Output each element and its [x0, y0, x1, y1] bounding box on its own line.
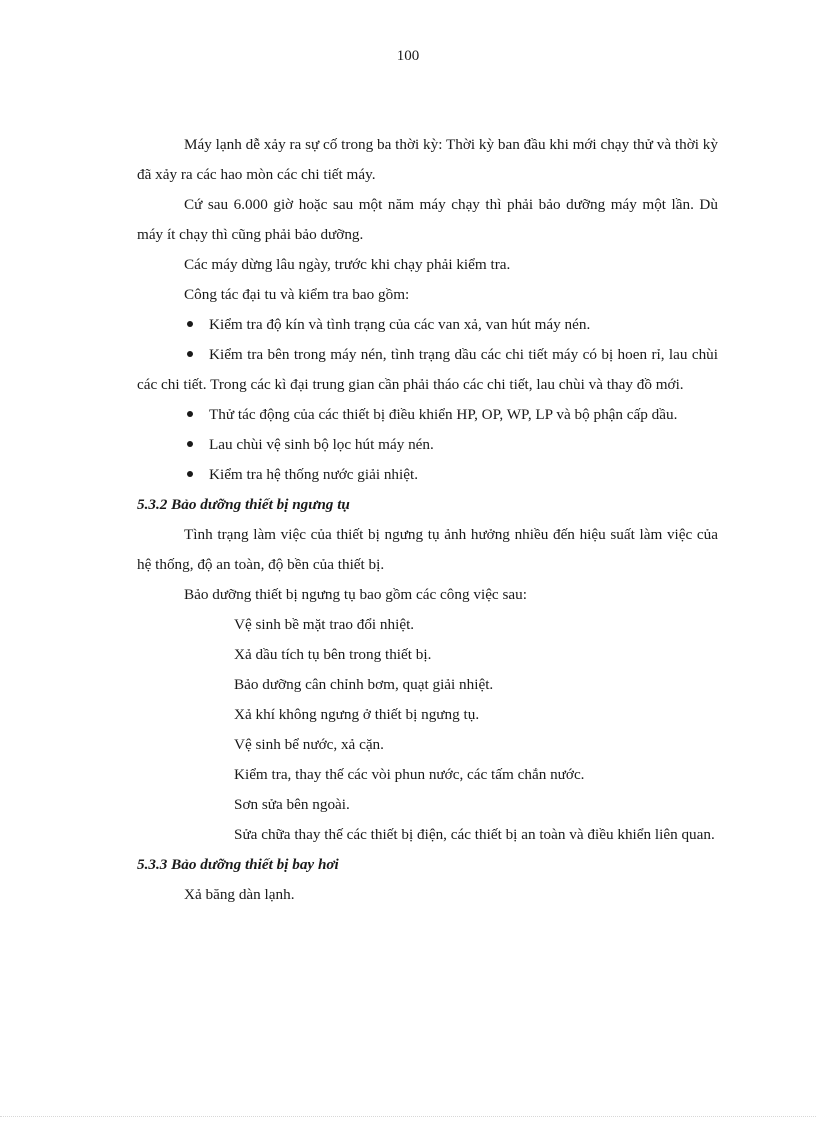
task-item: Sơn sửa bên ngoài.: [234, 796, 350, 813]
bullet-item: Kiểm tra độ kín và tình trạng của các van xả, van hút máy nén.: [137, 310, 718, 340]
paragraph: Cứ sau 6.000 giờ hoặc sau một năm máy chạy thì phải bảo dưỡng máy một lần. Dù máy ít chạy thì cũng phải bảo dưỡng.: [137, 196, 718, 243]
document-body: [137, 130, 718, 910]
task-item: Kiểm tra, thay thế các vòi phun nước, các tấm chắn nước.: [234, 766, 585, 783]
paragraph: Các máy dừng lâu ngày, trước khi chạy phải kiểm tra.: [184, 256, 511, 273]
bullet-item: Kiểm tra bên trong máy nén, tình trạng dầu các chi tiết máy có bị hoen rỉ, lau chùi các chi tiết. Trong các kì đại trung gian cần phải tháo các chi tiết, lau chùi và thay đồ mới.: [137, 346, 718, 393]
bullet-icon: [187, 441, 193, 447]
page-number: 100: [396, 48, 420, 64]
bullet-item: Kiểm tra hệ thống nước giải nhiệt.: [137, 460, 718, 490]
task-item: Sửa chữa thay thế các thiết bị điện, các thiết bị an toàn và điều khiển liên quan.: [234, 826, 715, 843]
bullet-icon: [187, 321, 193, 327]
task-item: Vệ sinh bể nước, xả cặn.: [234, 736, 384, 753]
task-item: Xả dầu tích tụ bên trong thiết bị.: [234, 646, 432, 663]
paragraph: Máy lạnh dễ xảy ra sự cố trong ba thời kỳ: Thời kỳ ban đầu khi mới chạy thử và thời kỳ đã xảy ra các hao mòn các chi tiết máy.: [137, 136, 718, 183]
paragraph: Xả băng dàn lạnh.: [184, 886, 295, 903]
bullet-item: Thử tác động của các thiết bị điều khiển HP, OP, WP, LP và bộ phận cấp dầu.: [137, 400, 718, 430]
bullet-icon: [187, 351, 193, 357]
section-heading: 5.3.2 Bảo dưỡng thiết bị ngưng tụ: [137, 496, 350, 513]
section-heading: 5.3.3 Bảo dưỡng thiết bị bay hơi: [137, 856, 339, 873]
paragraph: Tình trạng làm việc của thiết bị ngưng tụ ảnh hưởng nhiều đến hiệu suất làm việc của hệ thống, độ an toàn, độ bền của thiết bị.: [137, 526, 718, 573]
paragraph: Bảo dưỡng thiết bị ngưng tụ bao gồm các công việc sau:: [184, 586, 527, 603]
task-item: Bảo dưỡng cân chỉnh bơm, quạt giải nhiệt.: [234, 676, 494, 693]
bullet-icon: [187, 411, 193, 417]
task-item: Vệ sinh bề mặt trao đổi nhiệt.: [234, 616, 415, 633]
paragraph: Công tác đại tu và kiểm tra bao gồm:: [184, 286, 410, 303]
task-item: Xả khí không ngưng ở thiết bị ngưng tụ.: [234, 706, 480, 723]
page-bottom-divider: [0, 1116, 816, 1117]
bullet-item: Lau chùi vệ sinh bộ lọc hút máy nén.: [137, 430, 718, 460]
bullet-icon: [187, 471, 193, 477]
